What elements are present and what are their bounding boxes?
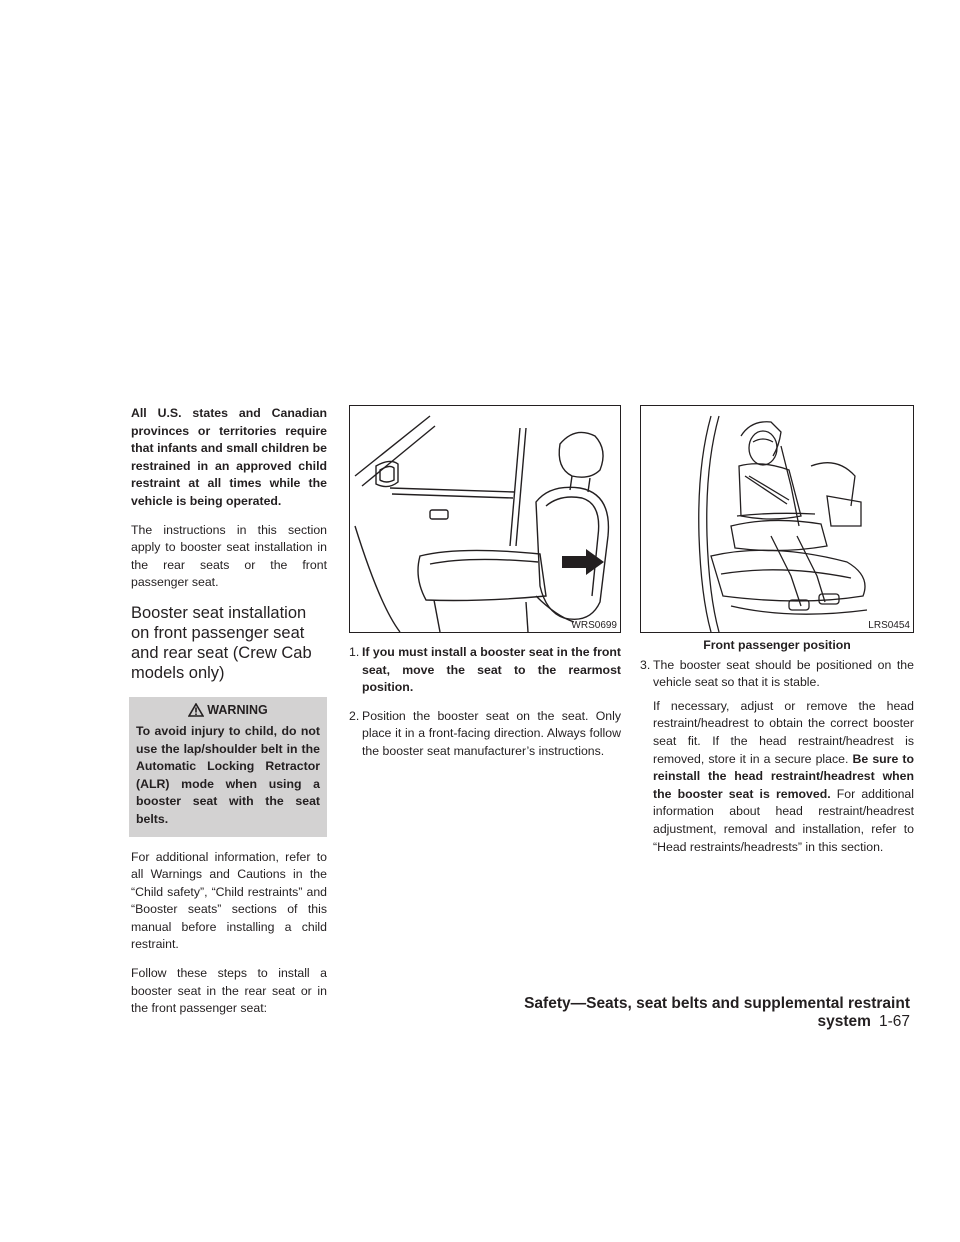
follow-steps-paragraph: Follow these steps to install a booster seat in the rear seat or in the front passenger seat:: [131, 966, 327, 1016]
step-number: 3.: [640, 657, 651, 672]
column-left: [131, 405, 327, 1029]
vehicle-seat-illustration: [350, 406, 620, 632]
step-number: 2.: [349, 708, 360, 723]
page-number: 1-67: [878, 1013, 910, 1030]
column-middle: [349, 405, 621, 772]
step-1: [349, 644, 621, 697]
step-text: The booster seat should be positioned on the vehicle seat so that it is stable.: [653, 657, 914, 690]
warning-text: To avoid injury to child, do not use the lap/shoulder belt in the Automatic Locking Retractor (ALR) mode when using a booster seat with the seat belts.: [136, 723, 320, 826]
booster-seat-figure: [640, 405, 914, 633]
step-3-detail-part1: If necessary, adjust or remove the head restraint/headrest to obtain the correct booster seat fit. If the head restraint/headrest is removed, store it in a secure place.: [653, 698, 914, 766]
section-heading: Booster seat installation on front passenger seat and rear seat (Crew Cab models only): [131, 603, 312, 682]
warning-triangle-icon: [188, 703, 204, 717]
step-3-detail-part2: For additional information about head restraint/headrest adjustment, removal and installation, refer to “Head restraints/headrests” in this section.: [653, 786, 914, 854]
step-3-detail-bold: Be sure to reinstall the head restraint/headrest when the booster seat is removed.: [653, 751, 914, 801]
step-3-detail: [653, 698, 914, 856]
footer-section-name: Safety—Seats, seat belts and supplemental restraint system: [524, 995, 910, 1030]
column-right: [640, 405, 914, 856]
warning-box: [129, 697, 327, 837]
child-booster-seat-illustration: [641, 406, 913, 632]
figure-caption: Front passenger position: [703, 638, 851, 652]
additional-info-paragraph: For additional information, refer to all Warnings and Cautions in the “Child safety”, “Child restraints” and “Booster seats” sections of this manual before installing a child restraint.: [131, 849, 327, 952]
step-number: 1.: [349, 645, 360, 659]
warning-title: WARNING: [207, 702, 268, 717]
page-footer: [460, 995, 910, 1031]
step-text: Position the booster seat on the seat. Only place it in a front-facing direction. Always follow the booster seat manufacturer’s instructions.: [362, 708, 621, 758]
seat-illustration-figure: [349, 405, 621, 633]
step-2: [349, 708, 621, 761]
step-3: [640, 657, 914, 692]
intro-paragraph: The instructions in this section apply to booster seat installation in the rear seats or the front passenger seat.: [131, 522, 327, 590]
intro-bold-paragraph: All U.S. states and Canadian provinces or territories require that infants and small children be restrained in an approved child restraint at all times while the vehicle is being operated.: [131, 406, 327, 508]
figure-code: LRS0454: [868, 620, 910, 631]
warning-header: [136, 701, 320, 720]
figure-code: WRS0699: [571, 620, 617, 631]
step-text: If you must install a booster seat in the front seat, move the seat to the rearmost position.: [362, 645, 621, 695]
